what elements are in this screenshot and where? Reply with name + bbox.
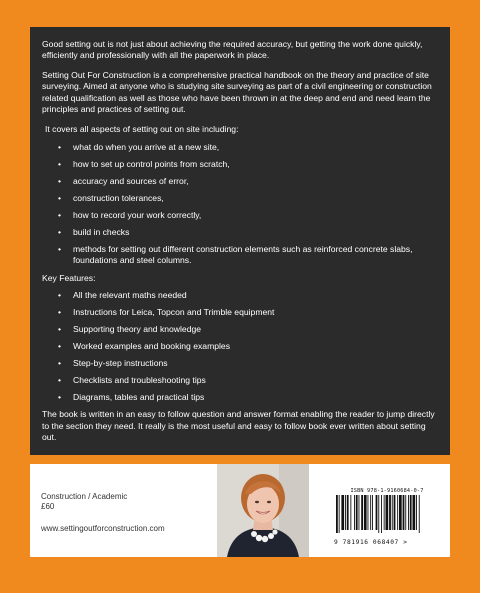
closing-paragraph: The book is written in an easy to follow question and answer format enabling the reader to jump directly to the section they need. It really is the most useful and easy to follow book ever written about setting out. — [42, 409, 435, 443]
back-cover-text-panel — [30, 27, 450, 455]
category-label: Construction / Academic — [41, 492, 128, 501]
list-item: • build in checks — [42, 227, 438, 238]
list-item: • Worked examples and booking examples — [42, 341, 438, 352]
description-paragraph: Setting Out For Construction is a comprehensive practical handbook on the theory and practice of site surveying. Aimed at anyone who is studying site surveying as part of a civil engineering or construction related qualification as well as those who have been thrown in at the deep and end and need learn the principles and practices of setting out. — [42, 69, 432, 115]
barcode-digits — [334, 539, 440, 546]
list-item: • what do when you arrive at a new site, — [42, 142, 438, 153]
barcode-icon — [334, 495, 440, 533]
list-item: • All the relevant maths needed — [42, 290, 438, 301]
website-link[interactable]: www.settingoutforconstruction.com — [41, 524, 165, 533]
list-item: • Checklists and troubleshooting tips — [42, 375, 438, 386]
covers-list — [42, 142, 438, 267]
list-item: • how to record your work correctly, — [42, 210, 438, 221]
list-item: • Step-by-step instructions — [42, 358, 438, 369]
list-item: • Supporting theory and knowledge — [42, 324, 438, 335]
barcode-number: 9 781916 068407 — [334, 539, 399, 546]
isbn-label: ISBN 978-1-9160684-0-7 — [350, 488, 424, 494]
price-label: £60 — [41, 502, 55, 511]
list-item: • accuracy and sources of error, — [42, 176, 438, 187]
list-item: • Instructions for Leica, Topcon and Trimble equipment — [42, 307, 438, 318]
publication-info — [41, 492, 221, 534]
list-item: • how to set up control points from scratch, — [42, 159, 438, 170]
author-portrait-icon — [217, 464, 309, 557]
features-title: Key Features: — [42, 272, 96, 283]
list-item: • construction tolerances, — [42, 193, 438, 204]
info-strip — [30, 464, 450, 557]
list-item: • methods for setting out different construction elements such as reinforced concrete slabs, foundations and steel columns. — [42, 244, 438, 267]
list-item: • Diagrams, tables and practical tips — [42, 392, 438, 403]
features-list — [42, 290, 438, 403]
covers-title: It covers all aspects of setting out on site including: — [45, 124, 239, 135]
isbn-barcode — [334, 488, 440, 548]
intro-paragraph: Good setting out is not just about achieving the required accuracy, but getting the work done quickly, efficiently and professionally with all the paperwork in place. — [42, 39, 423, 61]
author-photo — [217, 464, 309, 557]
barcode-arrow: > — [403, 539, 408, 546]
